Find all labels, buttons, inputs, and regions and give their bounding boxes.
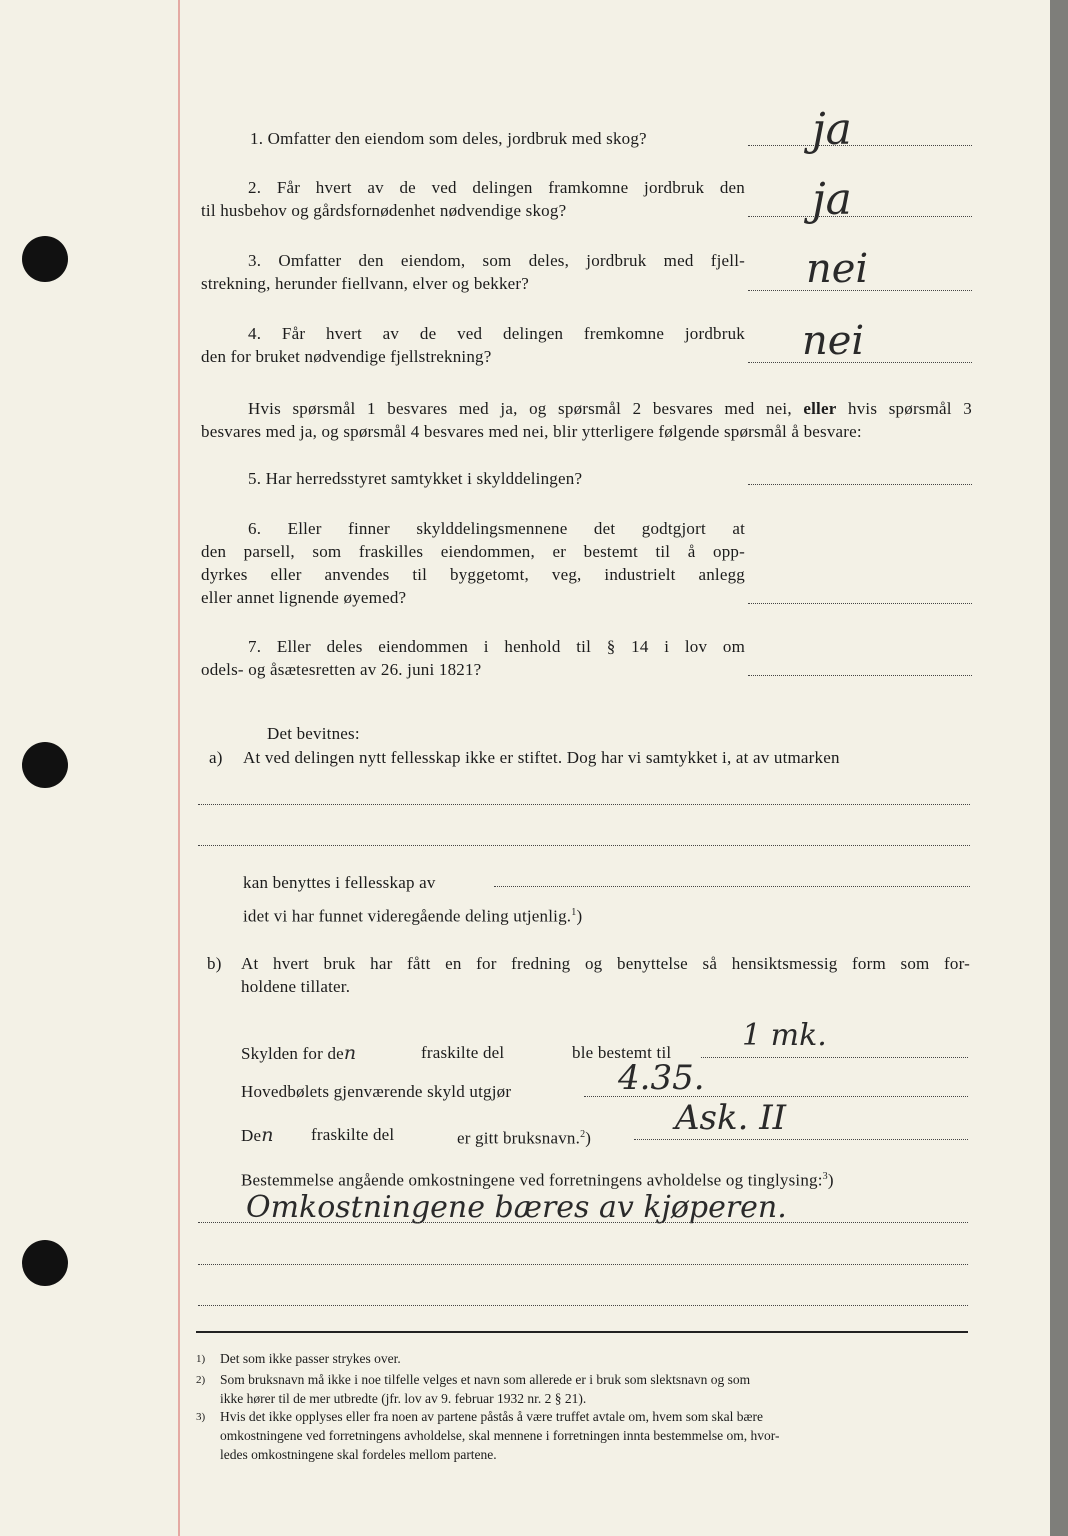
name-label-b: fraskilte del [311,1125,395,1144]
value-line [701,1057,968,1058]
blank-line [198,1305,968,1306]
handwritten-cost-value: Omkostningene bæres av kjøperen. [246,1190,787,1225]
attest-common-use: kan benyttes i fellesskap av [243,873,436,892]
question-1: 1. Omfatter den eiendom som deles, jordbruk med skog? [250,129,647,148]
blank-line [494,886,970,887]
handwritten-answer-2: ja [812,174,852,225]
footnote-3-num: 3) [196,1411,206,1423]
name-label-c: er gitt bruksnavn.$^2$) [457,1128,592,1148]
footnote-ref: 3 [822,1171,828,1182]
handwritten-answer-3: nei [806,246,869,292]
question-2-line-1: 2. Får hvert av de ved delingen framkomne jordbruk den [248,178,745,197]
question-4-line-2: den for bruket nødvendige fjellstrekning? [201,347,492,366]
cost-label: Bestemmelse angående omkostningene ved forretningens avholdelse og tinglysing:$^3$) [241,1170,834,1190]
attest-heading: Det bevitnes: [267,724,360,743]
footnote-1-line-1: Det som ikke passer strykes over. [220,1351,401,1366]
margin-line [178,0,180,1536]
question-6-line-4: eller annet lignende øyemed? [201,588,407,607]
footnote-3-line-2: omkostningene ved forretningens avholdelse, skal mennene i forretningen innta bestemmelse om, hvor- [220,1428,780,1443]
handwritten-skyld-value: 1 mk. [742,1018,827,1053]
handwritten-answer-1: ja [812,104,852,155]
answer-line [748,216,972,217]
skyld-text: Skylden for de [241,1044,344,1063]
attest-b-label: b) [207,954,222,973]
attest-idet-text: idet vi har funnet videregående deling utjenlig. [243,906,572,926]
footnote-ref: 2 [580,1129,586,1140]
answer-line [748,145,972,146]
cost-text: Bestemmelse angående omkostningene ved forretningens avholdelse og tinglysing: [241,1170,823,1190]
footnote-divider [196,1331,968,1333]
skyld-label-b: fraskilte del [421,1043,505,1062]
footnote-2-line-2: ikke hører til de mer utbredte (jfr. lov av 9. februar 1932 nr. 2 § 21). [220,1391,587,1406]
handwritten-suffix: n [261,1124,274,1146]
attest-b-line-1: At hvert bruk har fått en for fredning og benyttelse så hensiktsmessig form som for- [241,954,970,973]
handwritten-suffix: n [343,1042,357,1064]
punch-hole [22,1240,68,1286]
question-6-line-3: dyrkes eller anvendes til byggetomt, veg, industrielt anlegg [201,565,745,584]
attest-b-line-2: holdene tillater. [241,977,351,996]
attest-idet: idet vi har funnet videregående deling utjenlig.$^1$) [243,906,583,926]
instruction-text-a: Hvis spørsmål 1 besvares med ja, og spørsmål 2 besvares med nei, [248,399,792,418]
footnote-1-num: 1) [196,1353,206,1365]
value-line [198,1222,968,1223]
instruction-line-1 [248,398,972,420]
skyld-label-a [241,1042,356,1065]
instruction-bold: eller [803,399,837,418]
question-7-line-2: odels- og åsætesretten av 26. juni 1821? [201,660,482,679]
question-3-line-1: 3. Omfatter den eiendom, som deles, jordbruk med fjell- [248,251,745,270]
footnote-2-num: 2) [196,1374,206,1386]
footnote-3-line-3: ledes omkostningene skal fordeles mellom partene. [220,1447,497,1462]
answer-line [748,603,972,604]
question-7-line-1: 7. Eller deles eiendommen i henhold til § 14 i lov om [248,637,745,656]
question-5: 5. Har herredsstyret samtykket i skylddelingen? [248,469,583,488]
blank-line [198,845,970,846]
question-2-line-2: til husbehov og gårdsfornødenhet nødvendige skog? [201,201,567,220]
attest-a-label: a) [209,748,223,767]
footnote-2-line-1: Som bruksnavn må ikke i noe tilfelle velges et navn som allerede er i bruk som slektsnavn og som [220,1372,751,1387]
instruction-line-2: besvares med ja, og spørsmål 4 besvares med nei, blir ytterligere følgende spørsmål å besvare: [201,422,862,441]
blank-line [198,804,970,805]
name-text: De [241,1126,262,1145]
hovedbol-label: Hovedbølets gjenværende skyld utgjør [241,1082,512,1101]
question-3-line-2: strekning, herunder fiellvann, elver og bekker? [201,274,530,293]
punch-hole [22,236,68,282]
footnote-3-line-1: Hvis det ikke opplyses eller fra noen av partene påstås å være truffet avtale om, hvem som skal bære [220,1409,763,1424]
handwritten-hovedbol-value: 4.35. [618,1058,705,1098]
name-label-a [241,1124,274,1147]
footnote-ref: 1 [571,907,577,918]
handwritten-answer-4: nei [802,318,865,364]
handwritten-bruksnavn: Ask. II [675,1098,787,1138]
answer-line [748,484,972,485]
blank-line [198,1264,968,1265]
instruction-text-b: hvis spørsmål 3 [848,399,972,418]
answer-line [748,675,972,676]
question-6-line-1: 6. Eller finner skylddelingsmennene det godtgjort at [248,519,745,538]
attest-a-text: At ved delingen nytt fellesskap ikke er stiftet. Dog har vi samtykket i, at av utmarken [243,748,840,767]
question-4-line-1: 4. Får hvert av de ved delingen fremkomne jordbruk [248,324,745,343]
skyld-label-c: ble bestemt til [572,1043,672,1062]
question-6-line-2: den parsell, som fraskilles eiendommen, er bestemt til å opp- [201,542,745,561]
punch-hole [22,742,68,788]
value-line [634,1139,968,1140]
name-text-c: er gitt bruksnavn. [457,1128,581,1148]
